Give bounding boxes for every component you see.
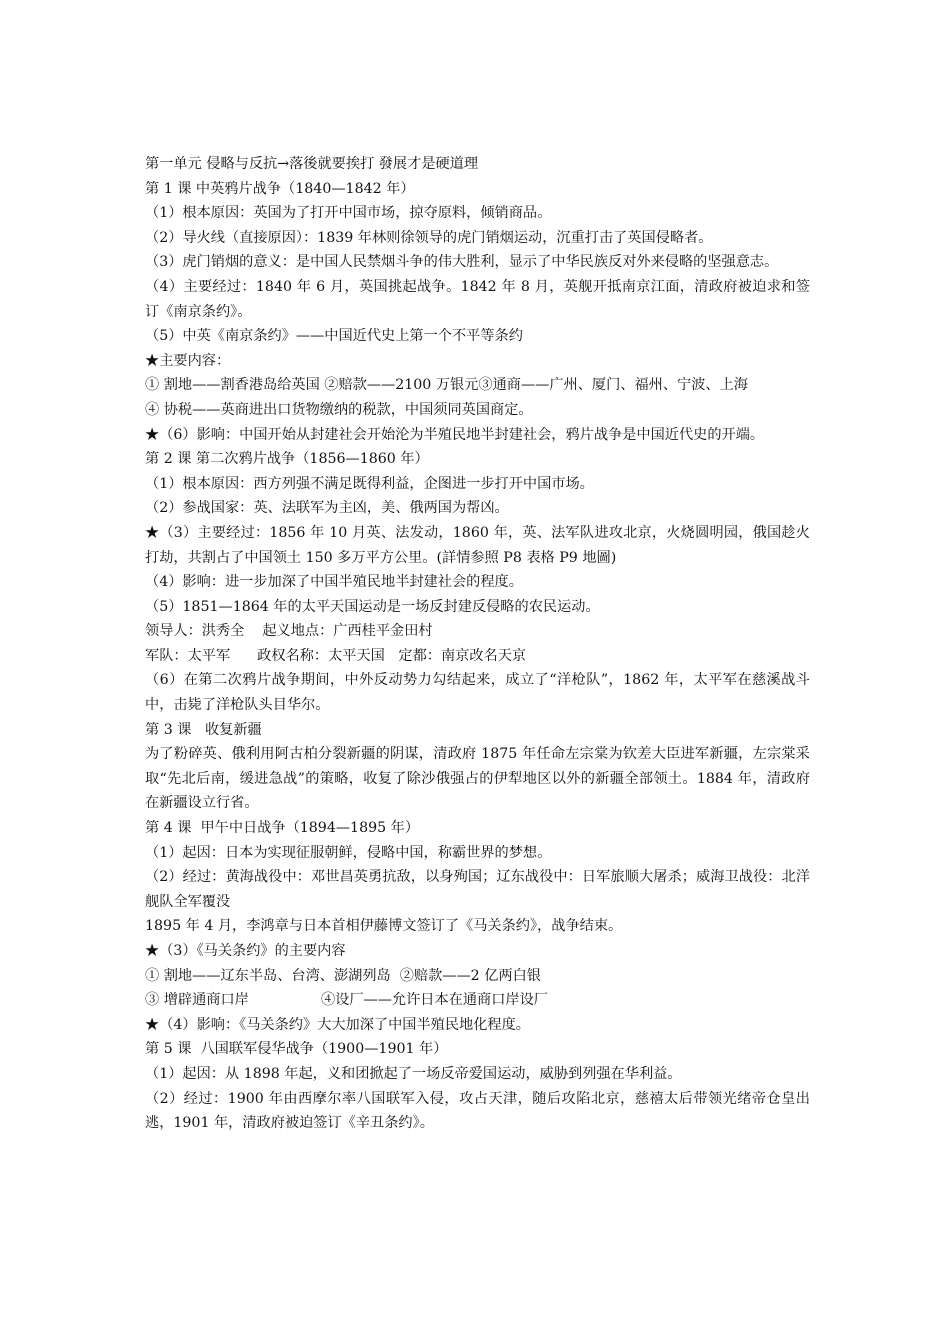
- paragraph: （3）虎门销烟的意义：是中国人民禁烟斗争的伟大胜利，显示了中华民族反对外来侵略的坚强意志。: [145, 254, 779, 271]
- lesson-1-heading: 第 1 课 中英鸦片战争（1840—1842 年）: [145, 180, 415, 197]
- paragraph: 为了粉碎英、俄利用阿古柏分裂新疆的阴谋，清政府 1875 年任命左宗棠为钦差大臣进军新疆，左宗棠采取“先北后南，缓进急战”的策略，收复了除沙俄强占的伊犁地区以外的新疆全部领土。1884 年，清政府在新疆设立行省。: [145, 746, 810, 812]
- paragraph: ① 割地——割香港岛给英国 ②赔款——2100 万银元③通商——广州、厦门、福州、宁波、上海: [145, 377, 748, 394]
- paragraph: （1）起因：从 1898 年起，义和团掀起了一场反帝爱国运动，威胁到列强在华利益。: [145, 1065, 682, 1082]
- paragraph: 军队：太平军 政权名称：太平天国 定都：南京改名天京: [145, 647, 527, 664]
- lesson-3-heading: 第 3 课 收复新疆: [145, 721, 262, 738]
- paragraph: （1）根本原因：西方列强不满足既得利益，企图进一步打开中国市场。: [145, 475, 594, 492]
- paragraph: （5）中英《南京条约》——中国近代史上第一个不平等条约: [145, 328, 523, 345]
- paragraph: （4）影响：进一步加深了中国半殖民地半封建社会的程度。: [145, 574, 523, 591]
- paragraph: 1895 年 4 月，李鸿章与日本首相伊藤博文签订了《马关条约》，战争结束。: [145, 918, 623, 935]
- paragraph: ★主要内容：: [145, 352, 231, 369]
- paragraph: 领导人：洪秀全 起义地点：广西桂平金田村: [145, 623, 433, 640]
- paragraph: （2）导火线（直接原因）：1839 年林则徐领导的虎门销烟运动，沉重打击了英国侵略者。: [145, 229, 713, 246]
- paragraph: （4）主要经过：1840 年 6 月，英国挑起战争。1842 年 8 月，英舰开抵南京江面，清政府被迫求和签订《南京条约》。: [145, 278, 810, 320]
- paragraph: （1）起因：日本为实现征服朝鲜，侵略中国，称霸世界的梦想。: [145, 844, 552, 861]
- paragraph: ★（3）主要经过：1856 年 10 月英、法发动，1860 年，英、法军队进攻北京，火烧圆明园，俄国趁火打劫，共割占了中国领土 150 多万平方公里。(詳情参照 P8 表格 P9 地圖): [145, 524, 810, 566]
- paragraph: （6）在第二次鸦片战争期间，中外反动势力勾结起来，成立了“洋枪队”，1862 年，太平军在慈溪战斗中，击毙了洋枪队头目华尔。: [145, 672, 810, 714]
- lesson-5-heading: 第 5 课 八国联军侵华战争（1900—1901 年）: [145, 1041, 448, 1058]
- lesson-4-heading: 第 4 课 甲午中日战争（1894—1895 年）: [145, 820, 420, 837]
- document-body: [145, 152, 810, 1136]
- paragraph: （1）根本原因：英国为了打开中国市场，掠夺原料，倾销商品。: [145, 205, 552, 222]
- paragraph: （2）经过：1900 年由西摩尔率八国联军入侵，攻占天津，随后攻陷北京，慈禧太后带领光绪帝仓皇出逃，1901 年，清政府被迫签订《辛丑条约》。: [145, 1090, 810, 1132]
- paragraph: ★（4）影响：《马关条约》大大加深了中国半殖民地化程度。: [145, 1016, 530, 1033]
- paragraph: （2）经过：黄海战役中：邓世昌英勇抗敌，以身殉国；辽东战役中：日军旅顺大屠杀；威海卫战役：北洋舰队全军覆没: [145, 869, 810, 910]
- lesson-2-heading: 第 2 课 第二次鸦片战争（1856—1860 年）: [145, 451, 429, 468]
- unit-heading: 第一单元 侵略与反抗→落後就要挨打 發展才是硬道理: [145, 156, 479, 172]
- paragraph: ④ 协税——英商进出口货物缴纳的税款，中国须同英国商定。: [145, 401, 533, 418]
- paragraph: （2）参战国家：英、法联军为主凶，美、俄两国为帮凶。: [145, 500, 509, 517]
- paragraph: ③ 增辟通商口岸 ④设厂——允许日本在通商口岸设厂: [145, 992, 548, 1009]
- paragraph: ① 割地——辽东半岛、台湾、澎湖列岛 ②赔款——2 亿两白银: [145, 967, 541, 984]
- paragraph: ★（6）影响：中国开始从封建社会开始沦为半殖民地半封建社会，鸦片战争是中国近代史的开端。: [145, 426, 765, 443]
- paragraph: ★（3）《马关条约》的主要内容: [145, 943, 346, 959]
- paragraph: （5）1851—1864 年的太平天国运动是一场反封建反侵略的农民运动。: [145, 598, 600, 615]
